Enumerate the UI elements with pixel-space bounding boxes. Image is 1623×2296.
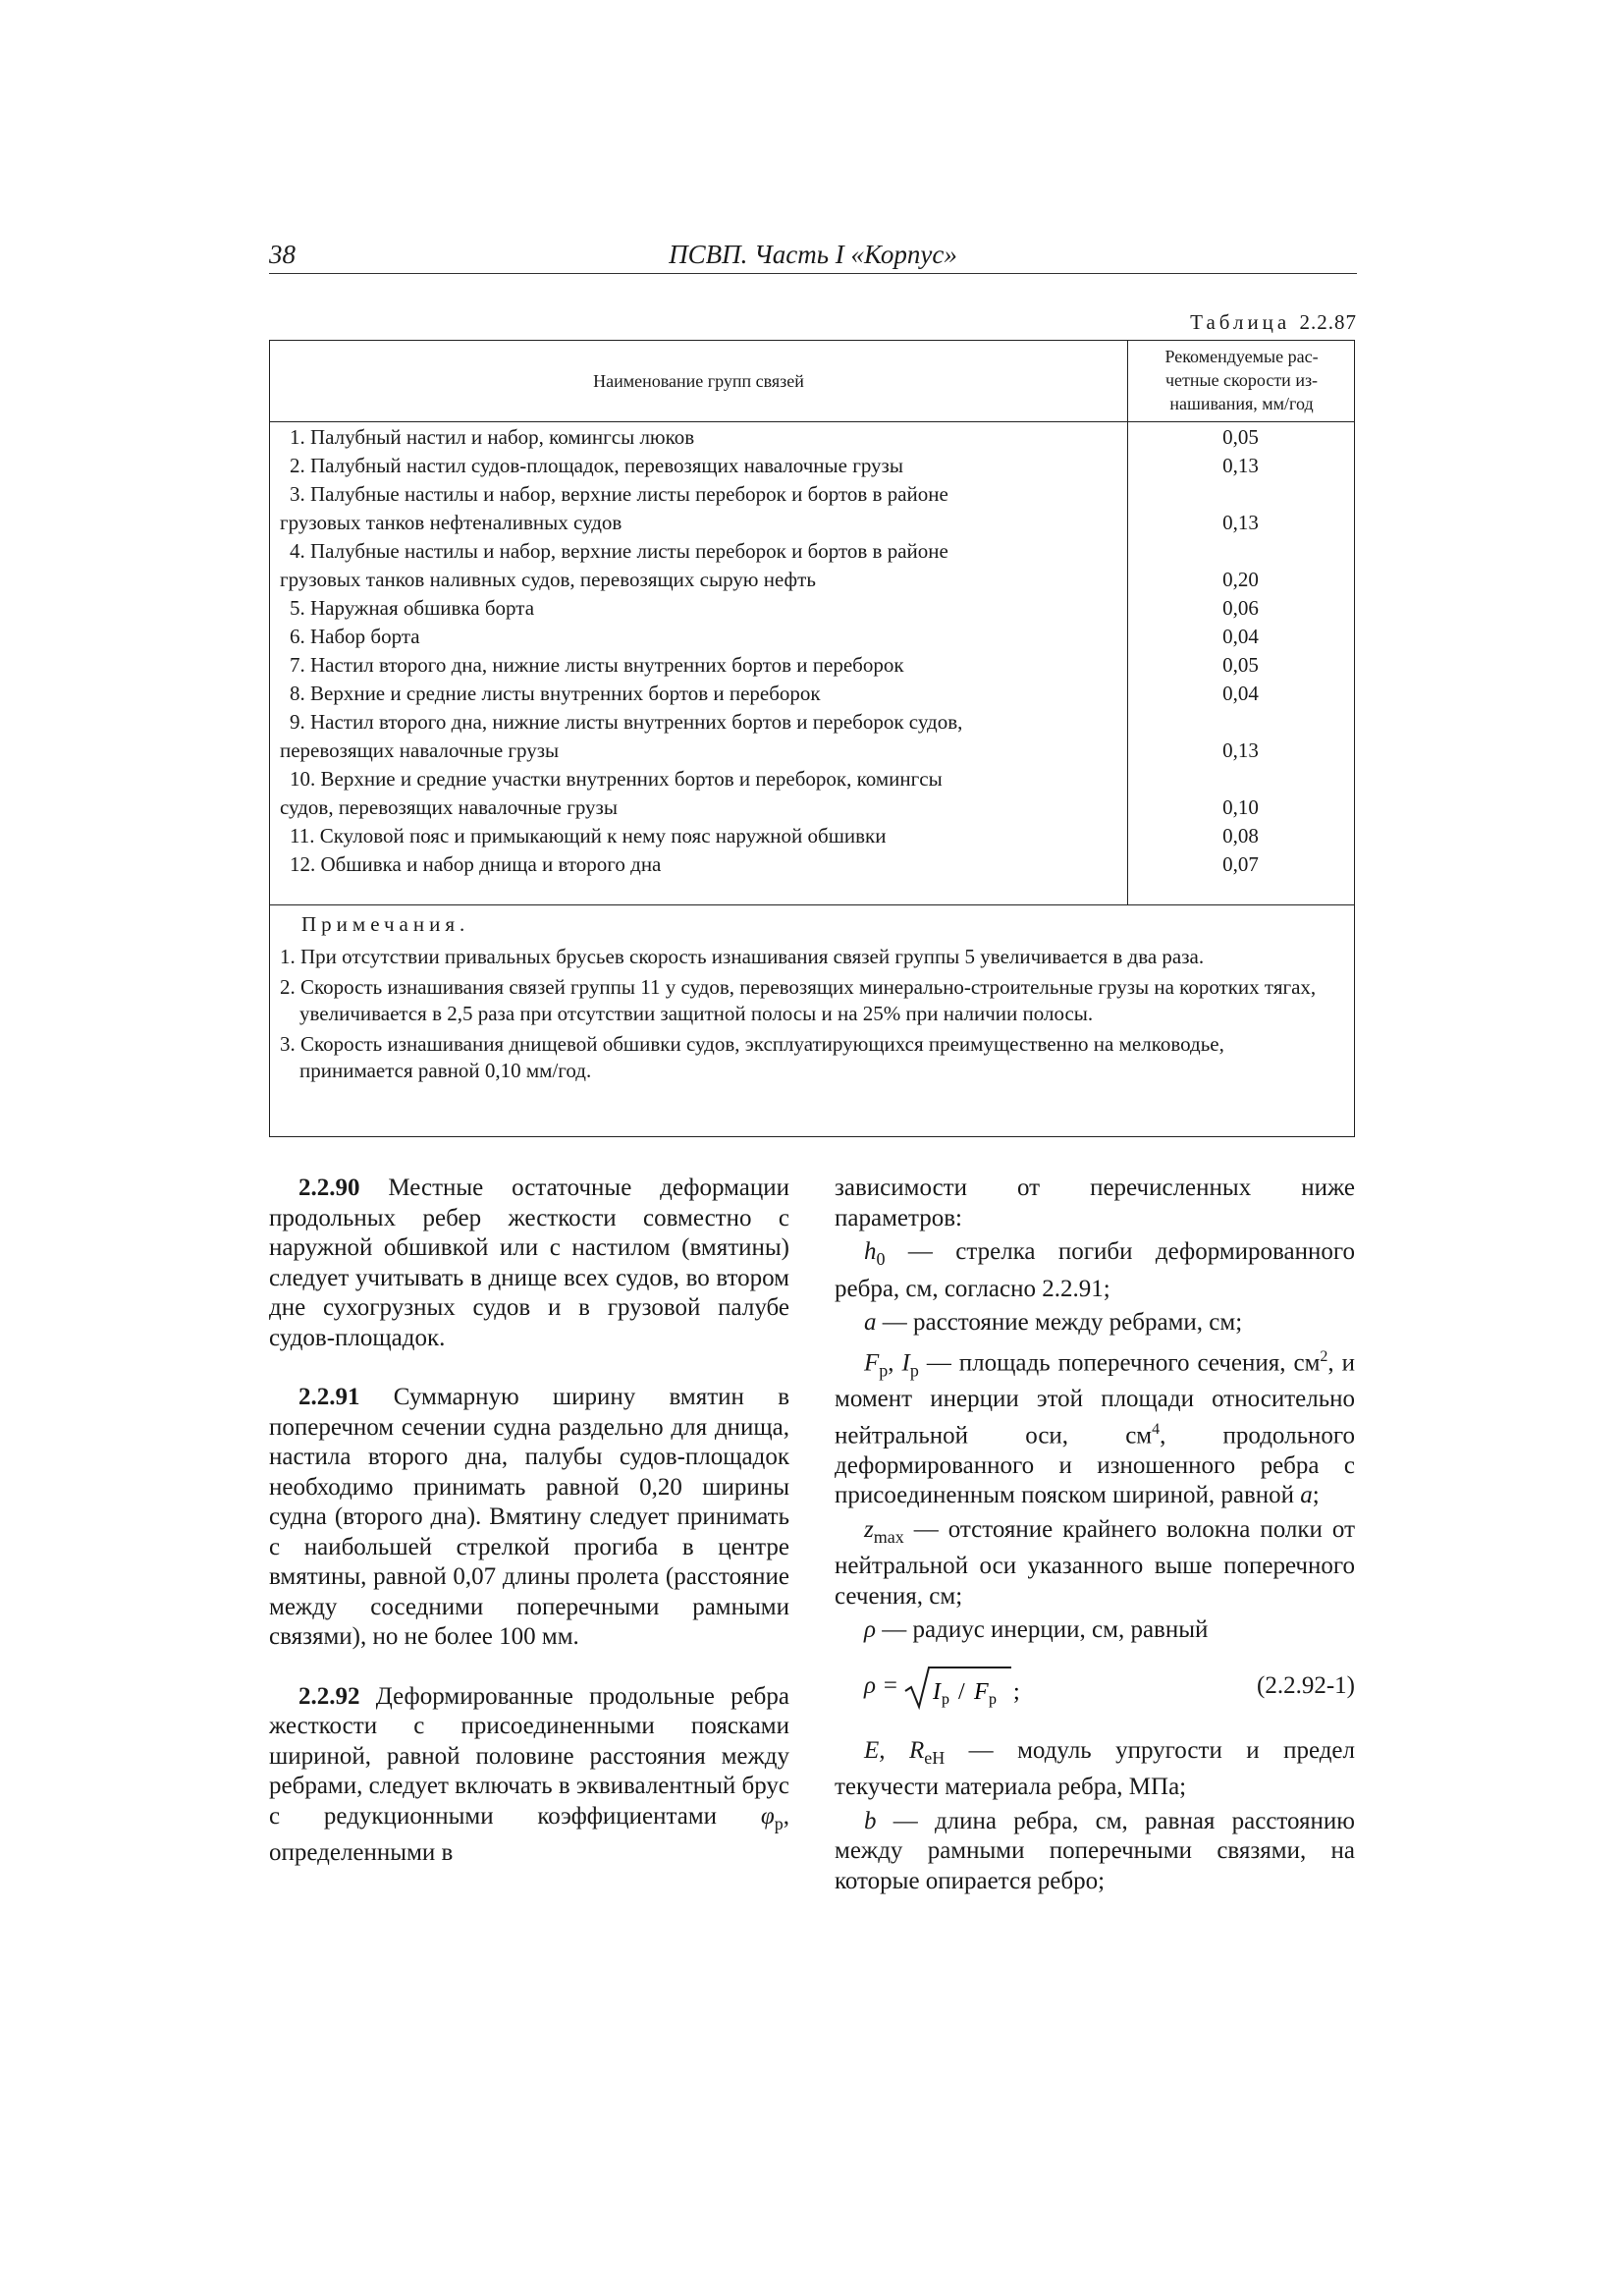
table-row: [270, 680, 1354, 708]
table-caption-number: 2.2.87: [1299, 310, 1357, 334]
row-value: 0,13: [1222, 511, 1259, 534]
row-name-line1: 10. Верхние и средние участки внутренних бортов и переборок, комингсы: [290, 767, 943, 791]
param-E-ReH: [835, 1736, 1355, 1803]
row-name: [270, 765, 1119, 822]
param-zmax: [835, 1515, 1355, 1613]
table-row: [270, 594, 1354, 623]
symbol-subscript: р: [774, 1813, 784, 1833]
sqrt-expression: [903, 1662, 1031, 1711]
row-value: 0,04: [1222, 625, 1259, 648]
table-row: [270, 537, 1354, 594]
formula-root: [903, 1662, 1031, 1720]
table-caption-word: Таблица: [1190, 310, 1291, 334]
row-value: 0,04: [1222, 682, 1259, 705]
table-row: [270, 651, 1354, 680]
section-text: Местные остаточные деформации продольных ребер жесткости совместно с наружной обшивкой или с настилом (вмятины) следует учитывать в днище всех судов, во втором дне сухогрузных судов и в грузовой палубе судов-площадок.: [269, 1175, 789, 1351]
row-value: 0,10: [1222, 795, 1259, 819]
param-text: , и момент инерции этой площади относительно нейтральной оси, см: [835, 1348, 1356, 1449]
row-name-line2: перевозящих навалочные грузы: [280, 738, 560, 762]
row-name: 8. Верхние и средние листы внутренних бортов и переборок: [290, 682, 821, 705]
wear-rate-table: [269, 340, 1355, 1137]
superscript: 4: [1152, 1420, 1161, 1438]
formula-2-2-92-1: [835, 1660, 1355, 1719]
section-text-end: , определенными в: [269, 1802, 789, 1866]
param-rho: [835, 1615, 1355, 1646]
notes-title: Примечания.: [301, 912, 470, 936]
symbol-subscript: 0: [876, 1249, 886, 1269]
notes-divider: [270, 904, 1354, 905]
table-row: [270, 623, 1354, 651]
table-caption: [884, 310, 1357, 335]
table-row: [270, 765, 1354, 822]
formula-slash: /: [958, 1678, 965, 1705]
symbol: ρ: [864, 1616, 876, 1644]
symbol: a: [1300, 1482, 1313, 1509]
param-F-I: $F_р$, $I_р$ — площадь поперечного сечения, $см^2$, и момент инерции этой площади относительно нейтральной оси, $см^4$, продольного деформированного и изношенного ребра с присоединенным пояском шириной, равной a;: [835, 1347, 1356, 1509]
page-number: 38: [269, 240, 296, 269]
params-intro: зависимости от перечисленных ниже параметров:: [835, 1175, 1355, 1231]
param-text: — радиус инерции, см, равный: [882, 1616, 1209, 1644]
note-item: 3. Скорость изнашивания днищевой обшивки судов, эксплуатирующихся преимущественно на мелководье, принимается равной 0,10 мм/год.: [280, 1032, 1224, 1082]
formula-F-sub: р: [989, 1690, 997, 1708]
symbol: F: [864, 1348, 880, 1376]
param-text: — отстояние крайнего волокна полки от нейтральной оси указанного выше поперечного сечения, см;: [835, 1515, 1356, 1610]
symbol: b: [864, 1807, 877, 1834]
symbol: a: [864, 1309, 877, 1336]
section-number: 2.2.90: [298, 1175, 360, 1201]
right-column: [835, 1174, 1355, 1900]
formula-semicolon: ;: [1013, 1678, 1020, 1705]
section-2-2-92: [269, 1682, 789, 1869]
row-name-line2: грузовых танков наливных судов, перевозящих сырую нефть: [280, 568, 816, 591]
table-body: [270, 423, 1354, 879]
note-item: 2. Скорость изнашивания связей группы 11 у судов, перевозящих минерально-строительные грузы на коротких тягах, увеличивается в 2,5 раза при отсутствии защитной полосы и на 25% при наличии полосы.: [280, 975, 1317, 1025]
row-name: 7. Настил второго дна, нижние листы внутренних бортов и переборок: [290, 653, 904, 677]
row-value: 0,05: [1222, 653, 1259, 677]
table-row: [270, 822, 1354, 850]
param-text: — расстояние между ребрами, см;: [882, 1309, 1243, 1336]
param-text: — площадь поперечного сечения, см: [926, 1348, 1321, 1376]
page-header: [269, 240, 1357, 274]
symbol-subscript: max: [873, 1526, 904, 1547]
table-row: [270, 480, 1354, 537]
symbol: E, R: [864, 1736, 925, 1764]
header-divider: [270, 421, 1354, 422]
row-name: 12. Обшивка и набор днища и второго дна: [290, 852, 662, 876]
row-name-line1: 3. Палубные настилы и набор, верхние листы переборок и бортов в районе: [290, 482, 948, 506]
param-text: — модуль упругости и предел текучести материала ребра, МПа;: [835, 1736, 1356, 1801]
row-value: 0,13: [1222, 738, 1259, 762]
formula-F: F: [974, 1678, 989, 1705]
formula-I-sub: р: [942, 1690, 949, 1708]
symbol-subscript: eH: [924, 1747, 946, 1768]
column-header-groups: Наименование групп связей: [593, 370, 804, 391]
section-2-2-90: [269, 1174, 789, 1353]
section-2-2-91: [269, 1383, 789, 1653]
row-name: 11. Скуловой пояс и примыкающий к нему пояс наружной обшивки: [290, 824, 887, 847]
row-value: 0,13: [1222, 454, 1259, 477]
section-number: 2.2.91: [298, 1384, 360, 1410]
row-name: [270, 708, 1119, 765]
row-name: [270, 480, 1119, 537]
param-text: — длина ребра, см, равная расстоянию между рамными поперечными связями, на которые опирается ребро;: [835, 1807, 1355, 1894]
section-text: Деформированные продольные ребра жесткости с присоединенными поясками шириной, равной половине расстояния между ребрами, следует включать в эквивалентный брус с редукционными коэффициентами: [269, 1682, 789, 1830]
section-number: 2.2.92: [298, 1682, 360, 1710]
param-text-end: ;: [1312, 1482, 1320, 1509]
note-item: 1. При отсутствии привальных брусьев скорость изнашивания связей группы 5 увеличивается в два раза.: [280, 945, 1205, 968]
row-name: 2. Палубный настил судов-площадок, перевозящих навалочные грузы: [290, 454, 903, 477]
row-name: 6. Набор борта: [290, 625, 420, 648]
row-name-line2: судов, перевозящих навалочные грузы: [280, 795, 618, 819]
symbol: I: [901, 1348, 910, 1376]
row-name-line1: 4. Палубные настилы и набор, верхние листы переборок и бортов в районе: [290, 539, 948, 563]
param-text: , продольного деформированного и изношенного ребра с присоединенным пояском шириной, равной: [835, 1422, 1355, 1509]
row-value: 0,08: [1222, 824, 1259, 847]
param-text: — стрелка погиби деформированного ребра, см, согласно 2.2.91;: [835, 1238, 1356, 1302]
formula-number: (2.2.92-1): [1257, 1671, 1355, 1699]
symbol-phi: φ: [760, 1802, 775, 1830]
param-a: [835, 1308, 1355, 1339]
section-text: Суммарную ширину вмятин в поперечном сечении судна раздельно для днища, настила второго дна, палубы судов-площадок необходимо принимать равной 0,20 ширины судна (второго дна). Вмятину следует принимать с наибольшей стрелкой прогиба в центре вмятины, равной 0,07 длины пролета (расстояние между соседними поперечными рамными связями), но не более 100 мм.: [269, 1384, 790, 1650]
symbol-subscript: р: [909, 1359, 919, 1380]
table-notes: [270, 908, 1354, 1084]
row-name: 5. Наружная обшивка борта: [290, 596, 535, 620]
row-name-line1: 9. Настил второго дна, нижние листы внутренних бортов и переборок судов,: [290, 710, 963, 734]
left-column: [269, 1174, 789, 1873]
row-name: [270, 537, 1119, 594]
row-value: 0,05: [1222, 425, 1259, 449]
symbol-subscript: р: [879, 1359, 889, 1380]
row-name-line2: грузовых танков нефтеналивных судов: [280, 511, 622, 534]
table-row: [270, 452, 1354, 480]
row-name: 1. Палубный настил и набор, комингсы люков: [290, 425, 695, 449]
running-title: ПСВП. Часть I «Корпус»: [669, 240, 957, 269]
row-value: 0,20: [1222, 568, 1259, 591]
symbol: h: [864, 1238, 877, 1265]
formula-lhs: ρ =: [864, 1671, 899, 1699]
row-value: 0,06: [1222, 596, 1259, 620]
formula-I: I: [933, 1678, 941, 1705]
row-value: 0,07: [1222, 852, 1259, 876]
table-row: [270, 423, 1354, 452]
table-row: [270, 850, 1354, 879]
param-h0: [835, 1237, 1355, 1304]
superscript: 2: [1320, 1347, 1328, 1365]
table-row: [270, 708, 1354, 765]
column-header-rates: Рекомендуемые рас- четные скорости из- нашивания, мм/год: [1164, 347, 1319, 413]
symbol: z: [864, 1515, 874, 1543]
param-b: [835, 1807, 1355, 1897]
